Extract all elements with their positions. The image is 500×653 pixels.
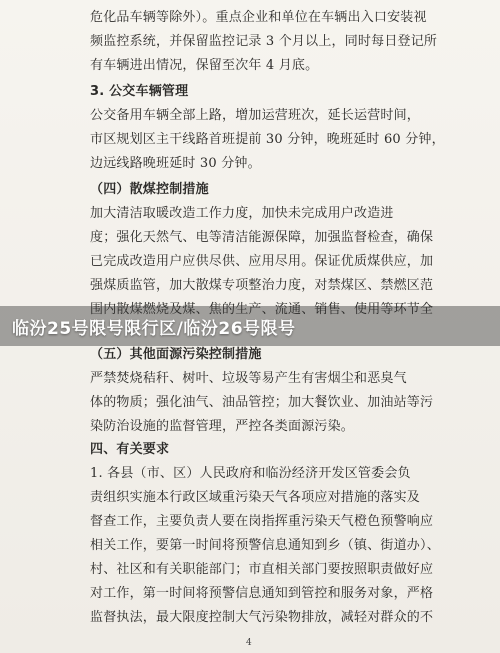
text-line: 强煤质监管，加大散煤专项整治力度，对禁煤区、禁燃区范: [90, 278, 434, 293]
section-heading: 四、有关要求: [90, 442, 170, 457]
section-heading: （五）其他面源污染控制措施: [90, 347, 262, 362]
text-line: 1. 各县（市、区）人民政府和临汾经济开发区管委会负: [90, 466, 411, 481]
text-line: 危化品车辆等除外）。重点企业和单位在车辆出入口安装视: [90, 10, 427, 25]
text-line: 市区规划区主干线路首班提前 30 分钟，晚班延时 60 分钟，: [90, 132, 445, 147]
section-heading: （四）散煤控制措施: [90, 182, 209, 197]
text-line: 围内散煤燃烧及煤、焦的生产、流通、销售、使用等环节全: [90, 302, 434, 317]
text-line: 染防治设施的监督管理，严控各类面源污染。: [90, 419, 355, 434]
text-line: 对工作，第一时间将预警信息通知到管控和服务对象，严格: [90, 586, 434, 601]
page-number: 4: [246, 638, 252, 648]
text-line: 体的物质；强化油气、油品管控；加大餐饮业、加油站等污: [90, 395, 434, 410]
section-heading: 3. 公交车辆管理: [90, 84, 189, 99]
text-line: 监督执法，最大限度控制大气污染物排放，减轻对群众的不: [90, 610, 434, 625]
section-bus-management: [90, 80, 450, 176]
text-line: 督查工作，主要负责人要在岗指挥重污染天气橙色预警响应: [90, 514, 434, 529]
section-other-pollution-control: [90, 343, 450, 439]
section-vehicle-monitoring: [90, 6, 450, 78]
title-banner: [0, 306, 500, 346]
text-line: 有车辆进出情况，保留至次年 4 月底。: [90, 58, 319, 73]
text-line: 边远线路晚班延时 30 分钟。: [90, 156, 261, 171]
section-coal-control: [90, 178, 450, 322]
text-line: 频监控系统，并保留监控记录 3 个月以上，同时每日登记所: [90, 34, 438, 49]
text-line: 加大清洁取暖改造工作力度，加快未完成用户改造进: [90, 206, 394, 221]
banner-title[interactable]: 临汾25号限号限行区/临汾26号限号: [12, 318, 296, 339]
text-line: 公交备用车辆全部上路，增加运营班次，延长运营时间，: [90, 108, 421, 123]
text-line: 相关工作，要第一时间将预警信息通知到乡（镇、街道办）、: [90, 538, 440, 553]
text-line: 责组织实施本行政区域重污染天气各项应对措施的落实及: [90, 490, 421, 505]
text-line: 度；强化天然气、电等清洁能源保障，加强监督检查，确保: [90, 230, 434, 245]
text-line: 已完成改造用户应供尽供、应用尽用。保证优质煤供应，加: [90, 254, 434, 269]
text-line: 严禁焚烧秸秆、树叶、垃圾等易产生有害烟尘和恶臭气: [90, 371, 407, 386]
section-requirements: [90, 438, 450, 630]
text-line: 村、社区和有关职能部门；市直相关部门要按照职责做好应: [90, 562, 434, 577]
